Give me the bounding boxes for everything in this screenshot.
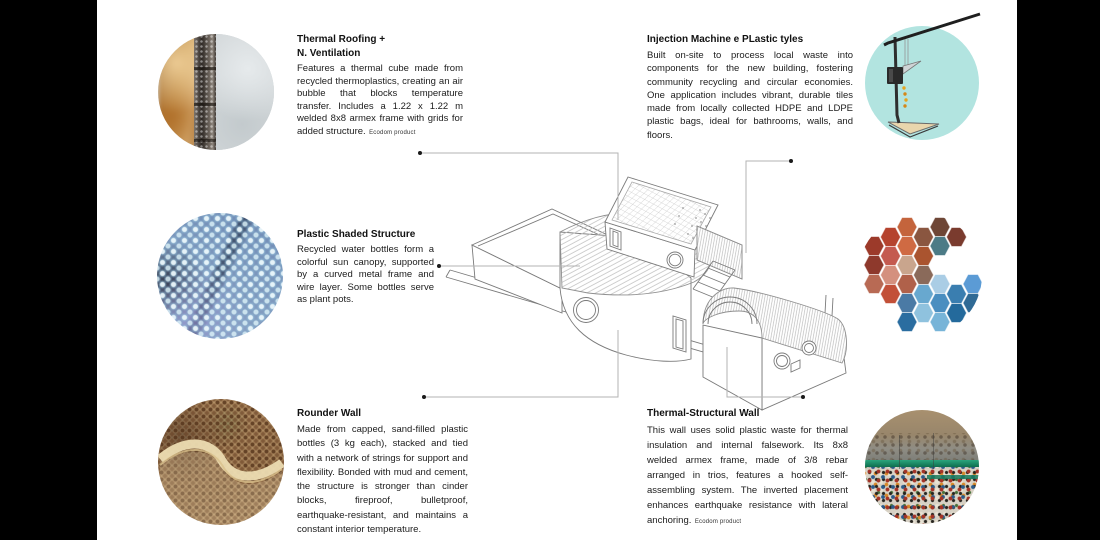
shred-photo xyxy=(865,410,979,524)
annotation-body xyxy=(647,423,848,530)
shred-container-edge xyxy=(933,433,934,469)
annotation-body: Recycled water bottles form a colorful sun canopy, supported by a curved metal frame and wire layer. Some bottles serve as plant pots. xyxy=(297,244,434,305)
building-axonometric-drawing xyxy=(410,148,870,418)
pipe-photo xyxy=(158,34,274,150)
shred-green-bar-2 xyxy=(927,475,979,479)
annotation-title: Plastic Shaded Structure xyxy=(297,229,416,240)
machine-illustration xyxy=(858,6,988,146)
annotation-body xyxy=(297,63,463,139)
annotation-body: Made from capped, sand-filled plastic bottles (3 kg each), stacked and tied with a network of strings for support and flexibility. Bonded with mud and cement, the structure is stronger than cinder blocks, fireproof, bulletproof, earthquake-resistant, and maintains a constant interior temperature. xyxy=(297,424,468,536)
annotation-title: Thermal Roofing + xyxy=(297,34,386,45)
annotation-thermal-roofing xyxy=(297,33,463,139)
pillarbox-left xyxy=(0,0,97,540)
shred-container-edge xyxy=(899,435,900,469)
bottle-canopy-photo xyxy=(157,213,283,339)
porthole-window xyxy=(574,298,599,323)
door xyxy=(673,316,686,352)
pillarbox-right xyxy=(1017,0,1100,540)
annotation-body-text: Features a thermal cube made from recycled thermoplastics, creating an air bubble that blocks temperature transfer. Includes a 1.22 x 1.22 m welded 8x8 armex frame with grids for added structure. xyxy=(297,63,463,137)
cube-window xyxy=(610,228,621,250)
annotation-rounder-wall xyxy=(297,407,468,537)
annotation-title: Injection Machine e PLastic tyles xyxy=(647,34,804,45)
shred-top-speckle xyxy=(865,433,979,460)
annotation-body: Built on-site to process local waste into components for the new building, fostering community recycling and circular economies. One application includes vibrant, durable tiles made from locally collected HDPE and LDPE plastic bags, ideal for bathrooms, walls, and floors. xyxy=(647,50,853,141)
cap-wall-curve xyxy=(158,399,284,525)
annotation-plastic-shaded xyxy=(297,228,434,307)
annotation-injection-machine xyxy=(647,33,853,142)
injection-machine-art xyxy=(858,6,988,146)
pipe-photo-wall xyxy=(216,34,274,150)
annotation-body-text: This wall uses solid plastic waste for thermal insulation and internal falsework. Its 8x8 welded armex frame, made of 3/8 rebar arranged in trios, features a hooked self-assembling system. The inverted placement enhances earthquake resistance with lateral anchoring. xyxy=(647,425,848,526)
hex-tiles-art xyxy=(858,213,982,337)
annotation-title: Rounder Wall xyxy=(297,408,362,419)
hex-tiles-photo xyxy=(858,213,982,337)
annotation-title: Thermal-Structural Wall xyxy=(647,408,760,419)
annotation-thermal-structural xyxy=(647,407,848,530)
cap-wall-photo xyxy=(158,399,284,525)
product-note: Ecodom product xyxy=(694,519,742,525)
pipe-photo-pipe xyxy=(194,34,216,150)
annotation-title: N. Ventilation xyxy=(297,48,361,59)
product-note: Ecodom product xyxy=(369,129,416,136)
